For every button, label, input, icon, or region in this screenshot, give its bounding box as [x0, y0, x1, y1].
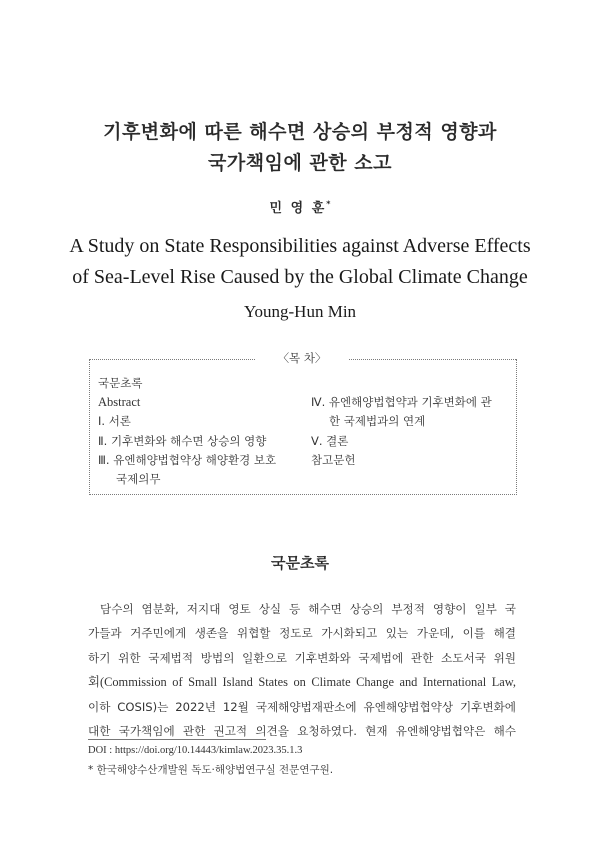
- toc-item-label: Ⅱ. 기후변화와 해수면 상승의 영향: [98, 433, 267, 448]
- korean-title-line-1: 기후변화에 따른 해수면 상승의 부정적 영향과: [103, 121, 497, 143]
- toc-item: [98, 393, 310, 412]
- toc-item-label: 참고문헌: [311, 452, 356, 467]
- abstract-line: 회(Commission of Small Island States on Climate Change and International Law,: [88, 675, 516, 690]
- abstract-line: 담수의 염분화, 저지대 영토 상실 등 해수면 상승의 부정적 영향이 일부 국: [100, 602, 516, 616]
- footnote-affiliation: * 한국해양수산개발원 독도·해양법연구실 전문연구원.: [88, 764, 334, 776]
- toc-item: [98, 412, 310, 431]
- abstract-line: 대한 국가책임에 관한 권고적 의견을 요청하였다. 현재 유엔해양법협약은 해수: [88, 724, 516, 739]
- toc-item-continuation: 한 국제법과의 연계: [329, 414, 426, 429]
- toc-header: 〈목 차〉: [277, 351, 327, 365]
- english-author: Young-Hun Min: [243, 302, 357, 321]
- korean-author-name: 민 영 훈: [269, 201, 327, 216]
- korean-title-line-2: 국가책임에 관한 소고: [208, 152, 392, 174]
- english-title-line-2: of Sea-Level Rise Caused by the Global Climate Change: [72, 266, 528, 288]
- toc-item-continuation: 국제의무: [116, 472, 161, 487]
- toc-item-label: Ⅴ. 결론: [311, 433, 349, 448]
- toc-item: [311, 432, 511, 451]
- toc-item-label: Abstract: [98, 395, 141, 410]
- toc-item: [98, 432, 310, 451]
- toc-right-column: [311, 374, 511, 470]
- toc-left-column: [98, 374, 310, 489]
- toc-item-label: 국문초록: [98, 376, 143, 390]
- footnote-doi: DOI : https://doi.org/10.14443/kimlaw.2023.35.1.3: [88, 745, 303, 756]
- section-heading-abstract: 국문초록: [271, 554, 329, 572]
- footnote-rule: [88, 739, 266, 740]
- korean-author: [0, 197, 600, 216]
- toc-item: [311, 393, 511, 431]
- author-footnote-mark: *: [326, 199, 331, 209]
- toc-item-label: Ⅲ. 유엔해양법협약상 해양환경 보호: [98, 452, 277, 467]
- abstract-line: 가들과 거주민에게 생존을 위협할 정도로 가시화되고 있는 가운데, 이를 해결: [88, 626, 516, 641]
- toc-item: [311, 451, 511, 470]
- toc-item-label: Ⅰ. 서론: [98, 414, 131, 429]
- abstract-line: 이하 COSIS)는 2022년 12월 국제해양법재판소에 유엔해양법협약상 기후변화에: [88, 699, 516, 714]
- english-title-line-1: A Study on State Responsibilities against Adverse Effects: [69, 235, 531, 257]
- toc-item-label: Ⅳ. 유엔해양법협약과 기후변화에 관: [311, 395, 492, 410]
- abstract-body: [88, 597, 516, 743]
- toc-item: [98, 451, 310, 489]
- toc-item: [98, 374, 310, 393]
- abstract-line: 하기 위한 국제법적 방법의 일환으로 기후변화와 국제법에 관한 소도서국 위원: [88, 650, 516, 665]
